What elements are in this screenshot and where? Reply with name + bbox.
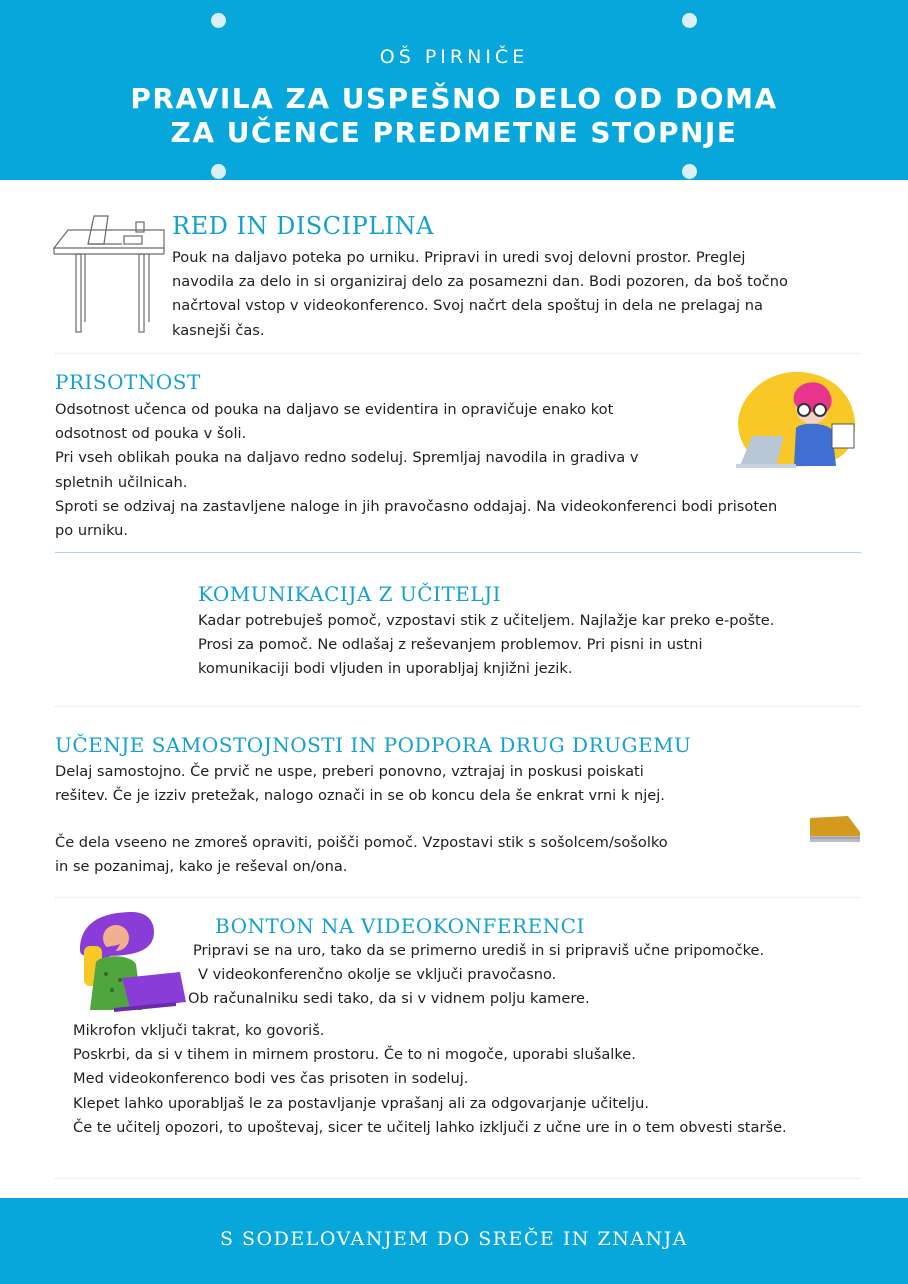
text-line: komunikaciji bodi vljuden in uporabljaj knjižni jezik.	[198, 660, 573, 678]
section-divider	[55, 897, 861, 898]
student-laptop-icon	[730, 366, 862, 470]
school-name: OŠ PIRNIČE	[379, 46, 529, 68]
text-line: kasnejši čas.	[172, 321, 265, 339]
section-title-ucenje: UČENJE SAMOSTOJNOSTI IN PODPORA DRUG DRUGEMU	[55, 733, 692, 757]
text-line: Med videokonferenco bodi ves čas prisoten in sodeluj.	[73, 1070, 469, 1088]
section-text-ucenje	[55, 760, 665, 808]
text-line: Delaj samostojno. Če prvič ne uspe, preberi ponovno, vztrajaj in poskusi poiskati	[55, 763, 644, 780]
text-line: Poskrbi, da si v tihem in mirnem prostoru. Če to ni mogoče, uporabi slušalke.	[73, 1046, 636, 1064]
text-line: Mikrofon vključi takrat, ko govoriš.	[73, 1022, 325, 1039]
text-line: Če dela vseeno ne zmoreš opraviti, poišči pomoč. Vzpostavi stik s sošolcem/sošolko	[55, 834, 668, 851]
section-divider	[55, 1178, 861, 1179]
section-title-prisotnost: PRISOTNOST	[55, 370, 201, 394]
text-line: Prosi za pomoč. Ne odlašaj z reševanjem problemov. Pri pisni in ustni	[198, 636, 703, 654]
section-text-komunikacija	[198, 609, 774, 682]
section-text-bonton	[73, 1019, 787, 1140]
section-title-bonton: BONTON NA VIDEOKONFERENCI	[215, 914, 585, 938]
text-line: po urniku.	[55, 522, 129, 540]
page-title-line2: ZA UČENCE PREDMETNE STOPNJE	[170, 116, 738, 149]
books-icon	[808, 814, 862, 844]
bonton-line-2: V videokonferenčno okolje se vključi pravočasno.	[198, 966, 557, 983]
page-title	[0, 82, 908, 150]
bonton-line-3: Ob računalniku sedi tako, da si v vidnem polju kamere.	[188, 990, 590, 1007]
text-line: navodila za delo in si organiziraj delo za posamezni dan. Bodi pozoren, da boš točno	[172, 273, 788, 291]
section-divider	[55, 706, 861, 707]
text-line: Če te učitelj opozori, to upoštevaj, sicer te učitelj lahko izključi z učne ure in o tem obvesti starše.	[73, 1118, 787, 1136]
footer-slogan: S SODELOVANJEM DO SREČE IN ZNANJA	[219, 1228, 689, 1250]
decor-dot	[682, 13, 697, 28]
bonton-line-1: Pripravi se na uro, tako da se primerno urediš in si pripraviš učne pripomočke.	[193, 942, 765, 959]
text-line: načrtoval vstop v videokonferenco. Svoj načrt dela spoštuj in dela ne prelagaj na	[172, 297, 763, 315]
header-banner	[0, 0, 908, 180]
text-line: Pri vseh oblikah pouka na daljavo redno sodeluj. Spremljaj navodila in gradiva v	[55, 449, 639, 467]
section-text-red	[172, 246, 788, 343]
text-line: Odsotnost učenca od pouka na daljavo se evidentira in opravičuje enako kot	[55, 401, 614, 418]
text-line: rešitev. Če je izziv pretežak, nalogo označi in se ob koncu dela še enkrat vrni k njej.	[55, 787, 665, 805]
text-line: in se pozanimaj, kako je reševal on/ona.	[55, 858, 348, 876]
text-line: odsotnost od pouka v šoli.	[55, 425, 247, 443]
decor-dot	[682, 164, 697, 179]
text-line: Pouk na daljavo poteka po urniku. Pripravi in uredi svoj delovni prostor. Preglej	[172, 249, 746, 266]
section-divider	[55, 353, 861, 354]
text-line: spletnih učilnicah.	[55, 473, 188, 491]
text-line: Kadar potrebuješ pomoč, vzpostavi stik z učiteljem. Najlažje kar preko e-pošte.	[198, 612, 775, 629]
text-line: Sproti se odzivaj na zastavljene naloge in jih pravočasno oddajaj. Na videokonferenci bodi prisoten	[55, 497, 778, 515]
section-text-prisotnost	[55, 398, 777, 543]
text-line: Klepet lahko uporabljaš le za postavljanje vprašanj ali za odgovarjanje učitelju.	[73, 1094, 650, 1112]
decor-dot	[211, 13, 226, 28]
page-title-line1: PRAVILA ZA USPEŠNO DELO OD DOMA	[130, 82, 778, 115]
desk-icon	[52, 210, 170, 334]
section-divider	[55, 552, 861, 553]
section-title-red: RED IN DISCIPLINA	[172, 212, 434, 240]
decor-dot	[211, 164, 226, 179]
section-title-komunikacija: KOMUNIKACIJA Z UČITELJI	[198, 582, 502, 606]
footer-banner	[0, 1198, 908, 1284]
section-text-ucenje-2	[55, 831, 668, 879]
girl-laptop-icon	[76, 910, 188, 1012]
